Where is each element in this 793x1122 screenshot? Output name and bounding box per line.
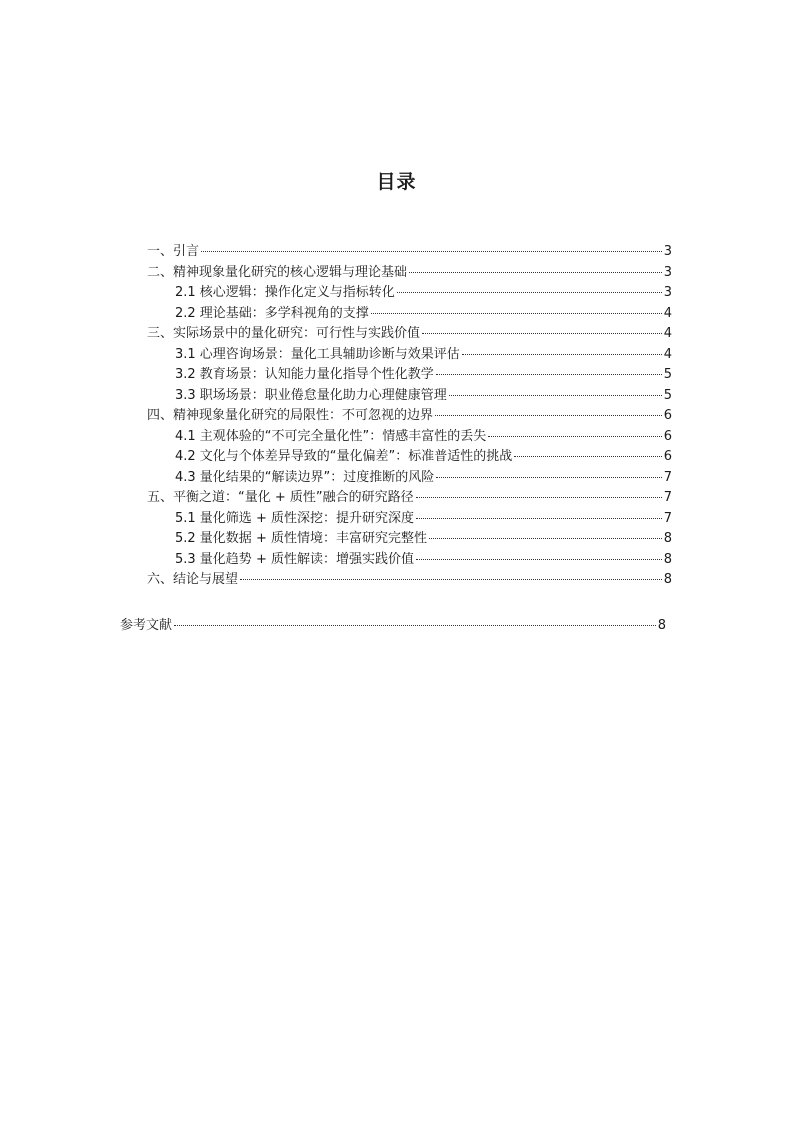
dot-leader bbox=[462, 353, 662, 355]
toc-entry-text: 5.3 量化趋势 + 质性解读：增强实践价值 bbox=[175, 551, 414, 567]
toc-entry-section-4-1[interactable] bbox=[175, 427, 672, 447]
toc-entry-page: 5 bbox=[663, 367, 672, 382]
dot-leader bbox=[436, 373, 662, 375]
toc-entry-page: 5 bbox=[663, 387, 672, 403]
toc-entry-page: 4 bbox=[663, 305, 672, 321]
dot-leader bbox=[371, 312, 662, 314]
toc-entry-section-4-2[interactable] bbox=[175, 447, 672, 467]
dot-leader bbox=[488, 435, 661, 437]
toc-entry-page: 3 bbox=[663, 285, 672, 300]
toc-entry-text: 四、精神现象量化研究的局限性：不可忽视的边界 bbox=[147, 408, 434, 423]
toc-entry-section-4-3[interactable] bbox=[175, 468, 672, 488]
dot-leader bbox=[416, 496, 662, 498]
toc-entry-references[interactable] bbox=[120, 616, 666, 636]
toc-entry-section-2[interactable] bbox=[147, 263, 672, 283]
dot-leader bbox=[429, 537, 662, 539]
toc-entry-text: 4.1 主观体验的“不可完全量化性”：情感丰富性的丢失 bbox=[175, 428, 487, 444]
toc-entry-section-5[interactable] bbox=[147, 488, 672, 508]
toc-entry-page: 6 bbox=[663, 408, 672, 423]
toc-entry-text: 4.3 量化结果的“解读边界”：过度推断的风险 bbox=[175, 469, 435, 485]
toc-entry-page: 8 bbox=[663, 531, 672, 546]
toc-entry-text: 六、结论与展望 bbox=[147, 572, 239, 587]
toc-entry-text: 2.1 核心逻辑：操作化定义与指标转化 bbox=[175, 285, 395, 300]
toc-entry-text: 2.2 理论基础：多学科视角的支撑 bbox=[175, 305, 369, 321]
toc-entry-text: 3.3 职场场景：职业倦怠量化助力心理健康管理 bbox=[175, 387, 447, 403]
dot-leader bbox=[240, 578, 662, 580]
dot-leader bbox=[416, 517, 662, 519]
toc-entry-text: 一、引言 bbox=[147, 244, 200, 259]
toc-entry-text: 5.2 量化数据 + 质性情境：丰富研究完整性 bbox=[175, 531, 427, 546]
toc-entry-page: 7 bbox=[663, 490, 672, 505]
toc-entry-section-3-3[interactable] bbox=[175, 386, 672, 406]
dot-leader bbox=[409, 271, 662, 273]
dot-leader bbox=[397, 291, 662, 293]
toc-entry-page: 8 bbox=[663, 551, 672, 567]
toc-entry-text: 五、平衡之道：“量化 + 质性”融合的研究路径 bbox=[147, 490, 414, 505]
dot-leader bbox=[174, 624, 656, 626]
toc-entry-page: 7 bbox=[663, 469, 672, 485]
dot-leader bbox=[449, 394, 662, 396]
toc-entry-page: 4 bbox=[663, 326, 672, 341]
toc-entry-section-3-2[interactable] bbox=[175, 365, 672, 385]
dot-leader bbox=[422, 332, 662, 334]
toc-entry-text: 三、实际场景中的量化研究：可行性与实践价值 bbox=[147, 326, 421, 341]
toc-entry-page: 6 bbox=[663, 449, 672, 464]
toc-entry-section-5-1[interactable] bbox=[175, 509, 672, 529]
toc-title: 目录 bbox=[376, 171, 417, 193]
toc-entry-text: 3.2 教育场景：认知能力量化指导个性化教学 bbox=[175, 367, 434, 382]
toc-entry-text: 二、精神现象量化研究的核心逻辑与理论基础 bbox=[147, 264, 408, 280]
toc-entry-page: 8 bbox=[663, 572, 672, 587]
toc-entry-page: 7 bbox=[663, 510, 672, 526]
toc-entry-section-3-1[interactable] bbox=[175, 345, 672, 365]
toc-entry-section-5-3[interactable] bbox=[175, 550, 672, 570]
toc-entry-page: 3 bbox=[663, 244, 672, 259]
toc-entry-text: 5.1 量化筛选 + 质性深挖：提升研究深度 bbox=[175, 510, 414, 526]
toc-entry-page: 6 bbox=[663, 428, 672, 444]
dot-leader bbox=[201, 250, 662, 252]
toc-entry-text: 4.2 文化与个体差异导致的“量化偏差”：标准普适性的挑战 bbox=[175, 449, 513, 464]
toc-entry-section-2-2[interactable] bbox=[175, 304, 672, 324]
dot-leader bbox=[514, 455, 661, 457]
dot-leader bbox=[435, 414, 662, 416]
toc-entry-text: 参考文献 bbox=[120, 618, 173, 633]
toc-entry-section-4[interactable] bbox=[147, 406, 672, 426]
toc-entry-page: 8 bbox=[657, 618, 666, 633]
toc-entry-page: 3 bbox=[663, 264, 672, 280]
toc-entry-section-5-2[interactable] bbox=[175, 529, 672, 549]
toc-entry-page: 4 bbox=[663, 346, 672, 362]
dot-leader bbox=[436, 476, 661, 478]
toc-entry-section-2-1[interactable] bbox=[175, 283, 672, 303]
toc-entry-introduction[interactable] bbox=[147, 242, 672, 262]
toc-entry-conclusion[interactable] bbox=[147, 570, 672, 590]
toc-entry-text: 3.1 心理咨询场景：量化工具辅助诊断与效果评估 bbox=[175, 346, 460, 362]
dot-leader bbox=[416, 558, 662, 560]
toc-entry-section-3[interactable] bbox=[147, 324, 672, 344]
